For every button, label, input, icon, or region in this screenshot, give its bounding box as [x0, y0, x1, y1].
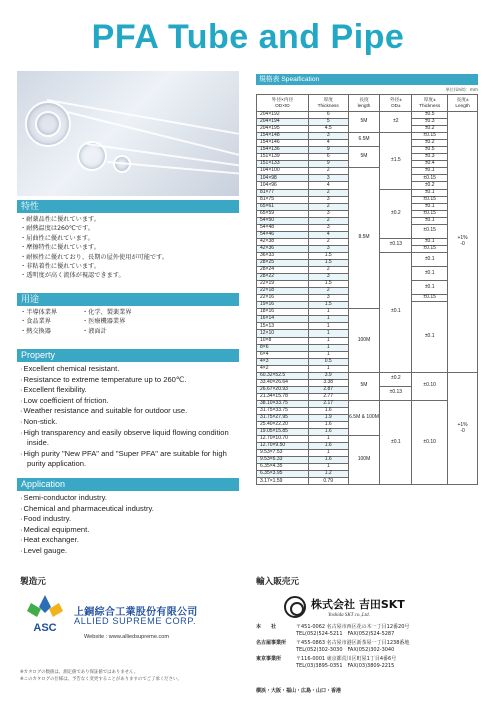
size-cell: 151×139	[257, 154, 309, 161]
thickness-cell: 3	[308, 210, 348, 217]
thickness-tolerance-cell: ±0.1	[412, 267, 448, 281]
thickness-tolerance-cell: ±0.3	[412, 154, 448, 161]
thickness-cell: 3	[308, 245, 348, 252]
size-cell: 22×19	[257, 281, 309, 288]
thickness-cell: 1.6	[308, 443, 348, 450]
office-nagoya	[256, 640, 486, 653]
thickness-cell: 1.5	[308, 259, 348, 266]
size-cell: 10×8	[257, 337, 309, 344]
size-cell: 154×136	[257, 147, 309, 154]
office-address: 〒116-0001 東京都荒川区町屋1丁目4番6号	[296, 656, 397, 662]
size-cell: 104×98	[257, 175, 309, 182]
od-tolerance-cell: ±1.5	[380, 133, 412, 189]
thickness-tolerance-cell: ±0.2	[412, 140, 448, 147]
table-row	[257, 168, 478, 175]
thickness-cell: 2	[308, 288, 348, 295]
list-item: · Medical equipment.	[20, 525, 235, 536]
table-row	[257, 133, 478, 140]
list-item: ・ 屈曲性に優れています。	[20, 234, 168, 243]
size-cell: 104×96	[257, 182, 309, 189]
thickness-cell: 2	[308, 238, 348, 245]
office-tokyo	[256, 656, 486, 669]
size-cell: 6.35×3.95	[257, 471, 309, 478]
thickness-cell: 2	[308, 267, 348, 274]
thickness-cell: 1	[308, 309, 348, 316]
length-cell: 5M	[348, 112, 380, 133]
length-cell: 8.5M	[348, 168, 380, 309]
thickness-tolerance-cell: ±0.1	[412, 168, 448, 175]
length-cell: 100M	[348, 309, 380, 372]
od-tolerance-cell: ±0.13	[380, 386, 412, 400]
maker-heading: 製造元	[20, 577, 46, 587]
header-thickness	[308, 95, 348, 112]
thickness-cell: 1.9	[308, 415, 348, 422]
size-cell: 19.05×15.85	[257, 429, 309, 436]
list-item: ・ 化学、製薬業界	[82, 308, 192, 317]
thickness-cell: 2	[308, 189, 348, 196]
spec-table	[256, 94, 478, 485]
thickness-cell: 2.17	[308, 400, 348, 407]
distributor-name-en: Yoshida SKT co.,Ltd.	[328, 613, 370, 618]
size-cell: 16×14	[257, 316, 309, 323]
spec-heading-en: Speaification	[281, 76, 320, 83]
features-list	[20, 215, 168, 281]
thickness-cell: 1.5	[308, 302, 348, 309]
length-cell: 100M	[348, 436, 380, 485]
header-length	[348, 95, 380, 112]
thickness-tolerance-cell: ±0.1	[412, 189, 448, 196]
length-cell: 5M	[348, 147, 380, 168]
table-row	[257, 372, 478, 379]
thickness-cell: 0.5	[308, 358, 348, 365]
office-tel: TEL(03)3895-0351 FAX(03)3809-2215	[296, 662, 395, 669]
thickness-cell: 6	[308, 154, 348, 161]
thickness-cell: 4	[308, 182, 348, 189]
list-item: ・ 透明度が高く流体が視認できます。	[20, 271, 168, 280]
size-cell: 154×146	[257, 140, 309, 147]
size-cell: 54×50	[257, 217, 309, 224]
property-list	[20, 364, 235, 470]
office-tel: TEL(052)524-5211 FAX(052)524-5287	[296, 630, 395, 637]
size-cell: 28×24	[257, 267, 309, 274]
thickness-cell: 3	[308, 295, 348, 302]
list-item: ・ 液面計	[82, 327, 192, 336]
size-cell: 54×48	[257, 224, 309, 231]
size-cell: 3.17×1.59	[257, 478, 309, 485]
office-label: 東京事業所	[256, 656, 282, 662]
maker-name-cn: 上銅綜合工業股份有限公司	[74, 607, 198, 618]
footnote: ※カタログの数値は、測定値であり保証値ではありません。	[20, 670, 139, 675]
thickness-tolerance-cell: ±0.10	[412, 400, 448, 485]
list-item: · Chemical and pharmaceutical industry.	[20, 504, 235, 515]
yoshida-logo	[284, 596, 306, 618]
size-cell: 65×61	[257, 203, 309, 210]
size-cell: 65×59	[257, 210, 309, 217]
header-len-tol-jp: 長度±	[456, 97, 469, 103]
size-cell: 19×16	[257, 302, 309, 309]
header-len-tol-en: Length	[455, 103, 470, 108]
thickness-cell: 4	[308, 231, 348, 238]
size-cell: 81×75	[257, 196, 309, 203]
thickness-tolerance-cell: ±0.1	[412, 281, 448, 295]
maker-website: Website : www.alliedsupreme.com	[84, 634, 170, 640]
header-size-jp: 外径×内径	[271, 97, 294, 103]
header-length-jp: 長度	[359, 97, 369, 103]
thickness-tolerance-cell: ±0.5	[412, 147, 448, 154]
table-row	[257, 112, 478, 119]
header-length-tolerance	[448, 95, 478, 112]
list-item: · High purity "New PFA" and "Super PFA" are suitable for high purity application.	[20, 449, 235, 470]
size-cell: 26.67×20.93	[257, 386, 309, 393]
size-cell: 22×16	[257, 295, 309, 302]
office-address: 〒455-0863 名古屋市港区新茶屋一丁目1238番地	[296, 640, 410, 646]
size-cell: 42×38	[257, 238, 309, 245]
thickness-cell: 1.6	[308, 407, 348, 414]
tube-highlight	[87, 143, 239, 169]
thickness-tolerance-cell: ±0.15	[412, 175, 448, 182]
thickness-tolerance-cell: ±0.15	[412, 210, 448, 217]
thickness-cell: 1	[308, 365, 348, 372]
distributor-heading: 輸入販売元	[256, 577, 299, 587]
od-tolerance-cell: ±0.2	[380, 372, 412, 386]
list-item: ・ 医療機器業界	[82, 317, 192, 326]
length-tolerance-cell: +1% -0	[448, 372, 478, 485]
header-size	[257, 95, 309, 112]
size-cell: 54×46	[257, 231, 309, 238]
size-cell: 81×77	[257, 189, 309, 196]
size-cell: 18×16	[257, 309, 309, 316]
size-cell: 25.40×22.20	[257, 422, 309, 429]
thickness-cell: 9	[308, 147, 348, 154]
thickness-cell: 2.87	[308, 386, 348, 393]
thickness-cell: 1	[308, 316, 348, 323]
size-cell: 4×2	[257, 365, 309, 372]
logo-text: ASC	[33, 622, 57, 634]
thickness-cell: 3	[308, 196, 348, 203]
size-cell: 154×148	[257, 133, 309, 140]
size-cell: 6.35×4.35	[257, 464, 309, 471]
thickness-tolerance-cell: ±0.15	[412, 245, 448, 252]
od-tolerance-cell: ±0.1	[380, 252, 412, 372]
header-od-tol-en: OD±	[391, 103, 401, 108]
thickness-tolerance-cell: ±0.5	[412, 112, 448, 119]
uses-heading: 用途	[17, 293, 239, 306]
size-cell: 8×6	[257, 344, 309, 351]
thickness-cell: 1.6	[308, 422, 348, 429]
thickness-cell: 1.6	[308, 429, 348, 436]
thickness-cell: 3	[308, 133, 348, 140]
list-item: ・ 耐候性に優れており、長期の屋外使用が可能です。	[20, 253, 168, 262]
size-cell: 33.40×26.64	[257, 379, 309, 386]
thickness-tolerance-cell: ±0.15	[412, 295, 448, 302]
length-cell: 6.5M	[348, 133, 380, 147]
thickness-tolerance-cell: ±0.1	[412, 217, 448, 224]
thickness-cell: 1	[308, 323, 348, 330]
size-cell: 6×4	[257, 351, 309, 358]
footnote: ※このカタログの仕様は、予告なく変更することがありますのでご了承ください。	[20, 677, 182, 682]
thickness-tolerance-cell: ±0.1	[412, 252, 448, 266]
distributor-name: 株式会社 吉田SKT	[311, 598, 405, 611]
header-size-en: OD×ID	[275, 103, 290, 108]
list-item: · Non-stick.	[20, 417, 235, 428]
unit-label: 単位(Unit)：mm	[445, 87, 478, 92]
thickness-tolerance-cell: ±0.4	[412, 161, 448, 168]
thickness-cell: 1	[308, 337, 348, 344]
size-cell: 15×13	[257, 323, 309, 330]
thickness-cell: 6	[308, 112, 348, 119]
thickness-cell: 4	[308, 140, 348, 147]
application-heading: Application	[17, 478, 239, 491]
thickness-tolerance-cell: ±0.2	[412, 182, 448, 189]
list-item: ・ 非粘着性に優れています。	[20, 262, 168, 271]
thickness-tolerance-cell: ±0.15	[412, 196, 448, 203]
size-cell: 12×10	[257, 330, 309, 337]
thickness-cell: 1	[308, 344, 348, 351]
list-item: ・ 摩擦特性に優れています。	[20, 243, 168, 252]
od-tolerance-cell: ±0.13	[380, 238, 412, 252]
maker-name-en: ALLIED SUPREME CORP.	[74, 616, 197, 626]
list-item: · Food industry.	[20, 514, 235, 525]
thickness-cell: 4.5	[308, 126, 348, 133]
thickness-cell: 3	[308, 274, 348, 281]
size-cell: 12.70×10.70	[257, 436, 309, 443]
list-item: · Level gauge.	[20, 546, 235, 557]
od-tolerance-cell: ±0.1	[380, 400, 412, 485]
size-cell: 204×194	[257, 119, 309, 126]
thickness-tolerance-cell: ±0.15	[412, 133, 448, 140]
header-thickness-en: Thickness	[317, 103, 339, 108]
office-tel: TEL(052)302-3030 FAX(052)302-3040	[296, 646, 395, 653]
size-cell: 4×3	[257, 358, 309, 365]
thickness-tolerance-cell: ±0.3	[412, 119, 448, 126]
thickness-cell: 5	[308, 119, 348, 126]
header-thickness-jp: 厚度	[323, 97, 333, 103]
thickness-cell: 1.5	[308, 281, 348, 288]
size-cell: 28×25	[257, 259, 309, 266]
size-cell: 28×22	[257, 274, 309, 281]
header-th-tol-en: Thickness	[419, 103, 441, 108]
header-th-tol-jp: 厚度±	[423, 97, 436, 103]
size-cell: 42×36	[257, 245, 309, 252]
tube-end	[35, 111, 61, 137]
thickness-tolerance-cell: ±0.15	[412, 224, 448, 238]
thickness-cell: 2	[308, 217, 348, 224]
application-list	[20, 493, 235, 557]
list-item: ・ 食品業界	[20, 317, 82, 326]
size-cell: 38.10×33.75	[257, 400, 309, 407]
thickness-cell: 1.2	[308, 471, 348, 478]
size-cell: 9.53×7.53	[257, 450, 309, 457]
size-cell: 36×33	[257, 252, 309, 259]
header-thickness-tolerance	[412, 95, 448, 112]
list-item: ・ 熱交換器	[20, 327, 82, 336]
thickness-tolerance-cell: ±0.1	[412, 302, 448, 372]
size-cell: 104×100	[257, 168, 309, 175]
size-cell: 31.75×27.95	[257, 415, 309, 422]
header-length-en: length	[357, 103, 371, 108]
thickness-cell: 9	[308, 161, 348, 168]
page-title: PFA Tube and Pipe	[91, 18, 405, 56]
header-od-tolerance	[380, 95, 412, 112]
size-cell: 9.53×6.33	[257, 457, 309, 464]
thickness-cell: 3.38	[308, 379, 348, 386]
list-item: ・ 耐薬品性に優れています。	[20, 215, 168, 224]
thickness-cell: 1	[308, 450, 348, 457]
size-cell: 31.75×33.75	[257, 407, 309, 414]
length-tolerance-cell: +1% -0	[448, 112, 478, 373]
thickness-tolerance-cell: ±0.1	[412, 238, 448, 245]
thickness-tolerance-cell: ±0.10	[412, 372, 448, 400]
list-item: · Weather resistance and suitable for outdoor use.	[20, 406, 235, 417]
thickness-cell: 2	[308, 203, 348, 210]
size-cell: 22×18	[257, 288, 309, 295]
thickness-tolerance-cell: ±0.2	[412, 126, 448, 133]
thickness-cell: 2	[308, 168, 348, 175]
thickness-cell: 1	[308, 436, 348, 443]
thickness-cell: 1.5	[308, 252, 348, 259]
branch-list: 横浜・大阪・福山・広島・山口・香港	[256, 688, 342, 694]
size-cell: 204×192	[257, 112, 309, 119]
features-heading: 特性	[17, 200, 239, 213]
size-cell: 12.70×9.50	[257, 443, 309, 450]
office-head	[256, 624, 486, 637]
thickness-cell: 1	[308, 330, 348, 337]
list-item: · Low coefficient of friction.	[20, 396, 235, 407]
thickness-cell: 1	[308, 351, 348, 358]
thickness-cell: 1.6	[308, 457, 348, 464]
list-item: · Resistance to extreme temperature up to 260℃.	[20, 375, 235, 386]
product-photo	[17, 71, 239, 196]
spec-table-body	[257, 112, 478, 485]
length-cell: 5M	[348, 372, 380, 400]
thickness-cell: 3.9	[308, 372, 348, 379]
list-item: ・ 半導体業界	[20, 308, 82, 317]
asc-logo	[22, 593, 68, 637]
thickness-cell: 3	[308, 175, 348, 182]
property-heading: Property	[17, 349, 239, 362]
list-item: · Excellent flexibility.	[20, 385, 235, 396]
thickness-cell: 1	[308, 464, 348, 471]
table-row	[257, 400, 478, 407]
header-od-tol-jp: 外径±	[389, 97, 402, 103]
thickness-tolerance-cell: ±0.1	[412, 203, 448, 210]
table-row	[257, 147, 478, 154]
list-item: · Semi-conductor industry.	[20, 493, 235, 504]
spec-heading	[256, 74, 478, 85]
size-cell: 151×133	[257, 161, 309, 168]
size-cell: 60.32×52.5	[257, 372, 309, 379]
office-address: 〒451-0062 名古屋市西区花の木一丁目12番20号	[296, 624, 410, 630]
size-cell: 21.34×15.78	[257, 393, 309, 400]
thickness-cell: 3	[308, 224, 348, 231]
od-tolerance-cell: ±2	[380, 112, 412, 133]
list-item: ・ 耐熱温度は260℃です。	[20, 224, 168, 233]
list-item: · Heat exchanger.	[20, 535, 235, 546]
uses-list	[20, 308, 210, 336]
list-item: · Excellent chemical resistant.	[20, 364, 235, 375]
office-label: 名古屋事業所	[256, 640, 287, 646]
size-cell: 204×195	[257, 126, 309, 133]
thickness-cell: 0.79	[308, 478, 348, 485]
thickness-cell: 2.77	[308, 393, 348, 400]
spec-heading-jp: 規格表	[259, 75, 280, 83]
od-tolerance-cell: ±0.2	[380, 189, 412, 238]
length-cell: 6.5M & 100M	[348, 400, 380, 435]
office-label: 本 社	[256, 624, 277, 630]
list-item: · High transparency and easily observe liquid flowing condition inside.	[20, 428, 235, 449]
